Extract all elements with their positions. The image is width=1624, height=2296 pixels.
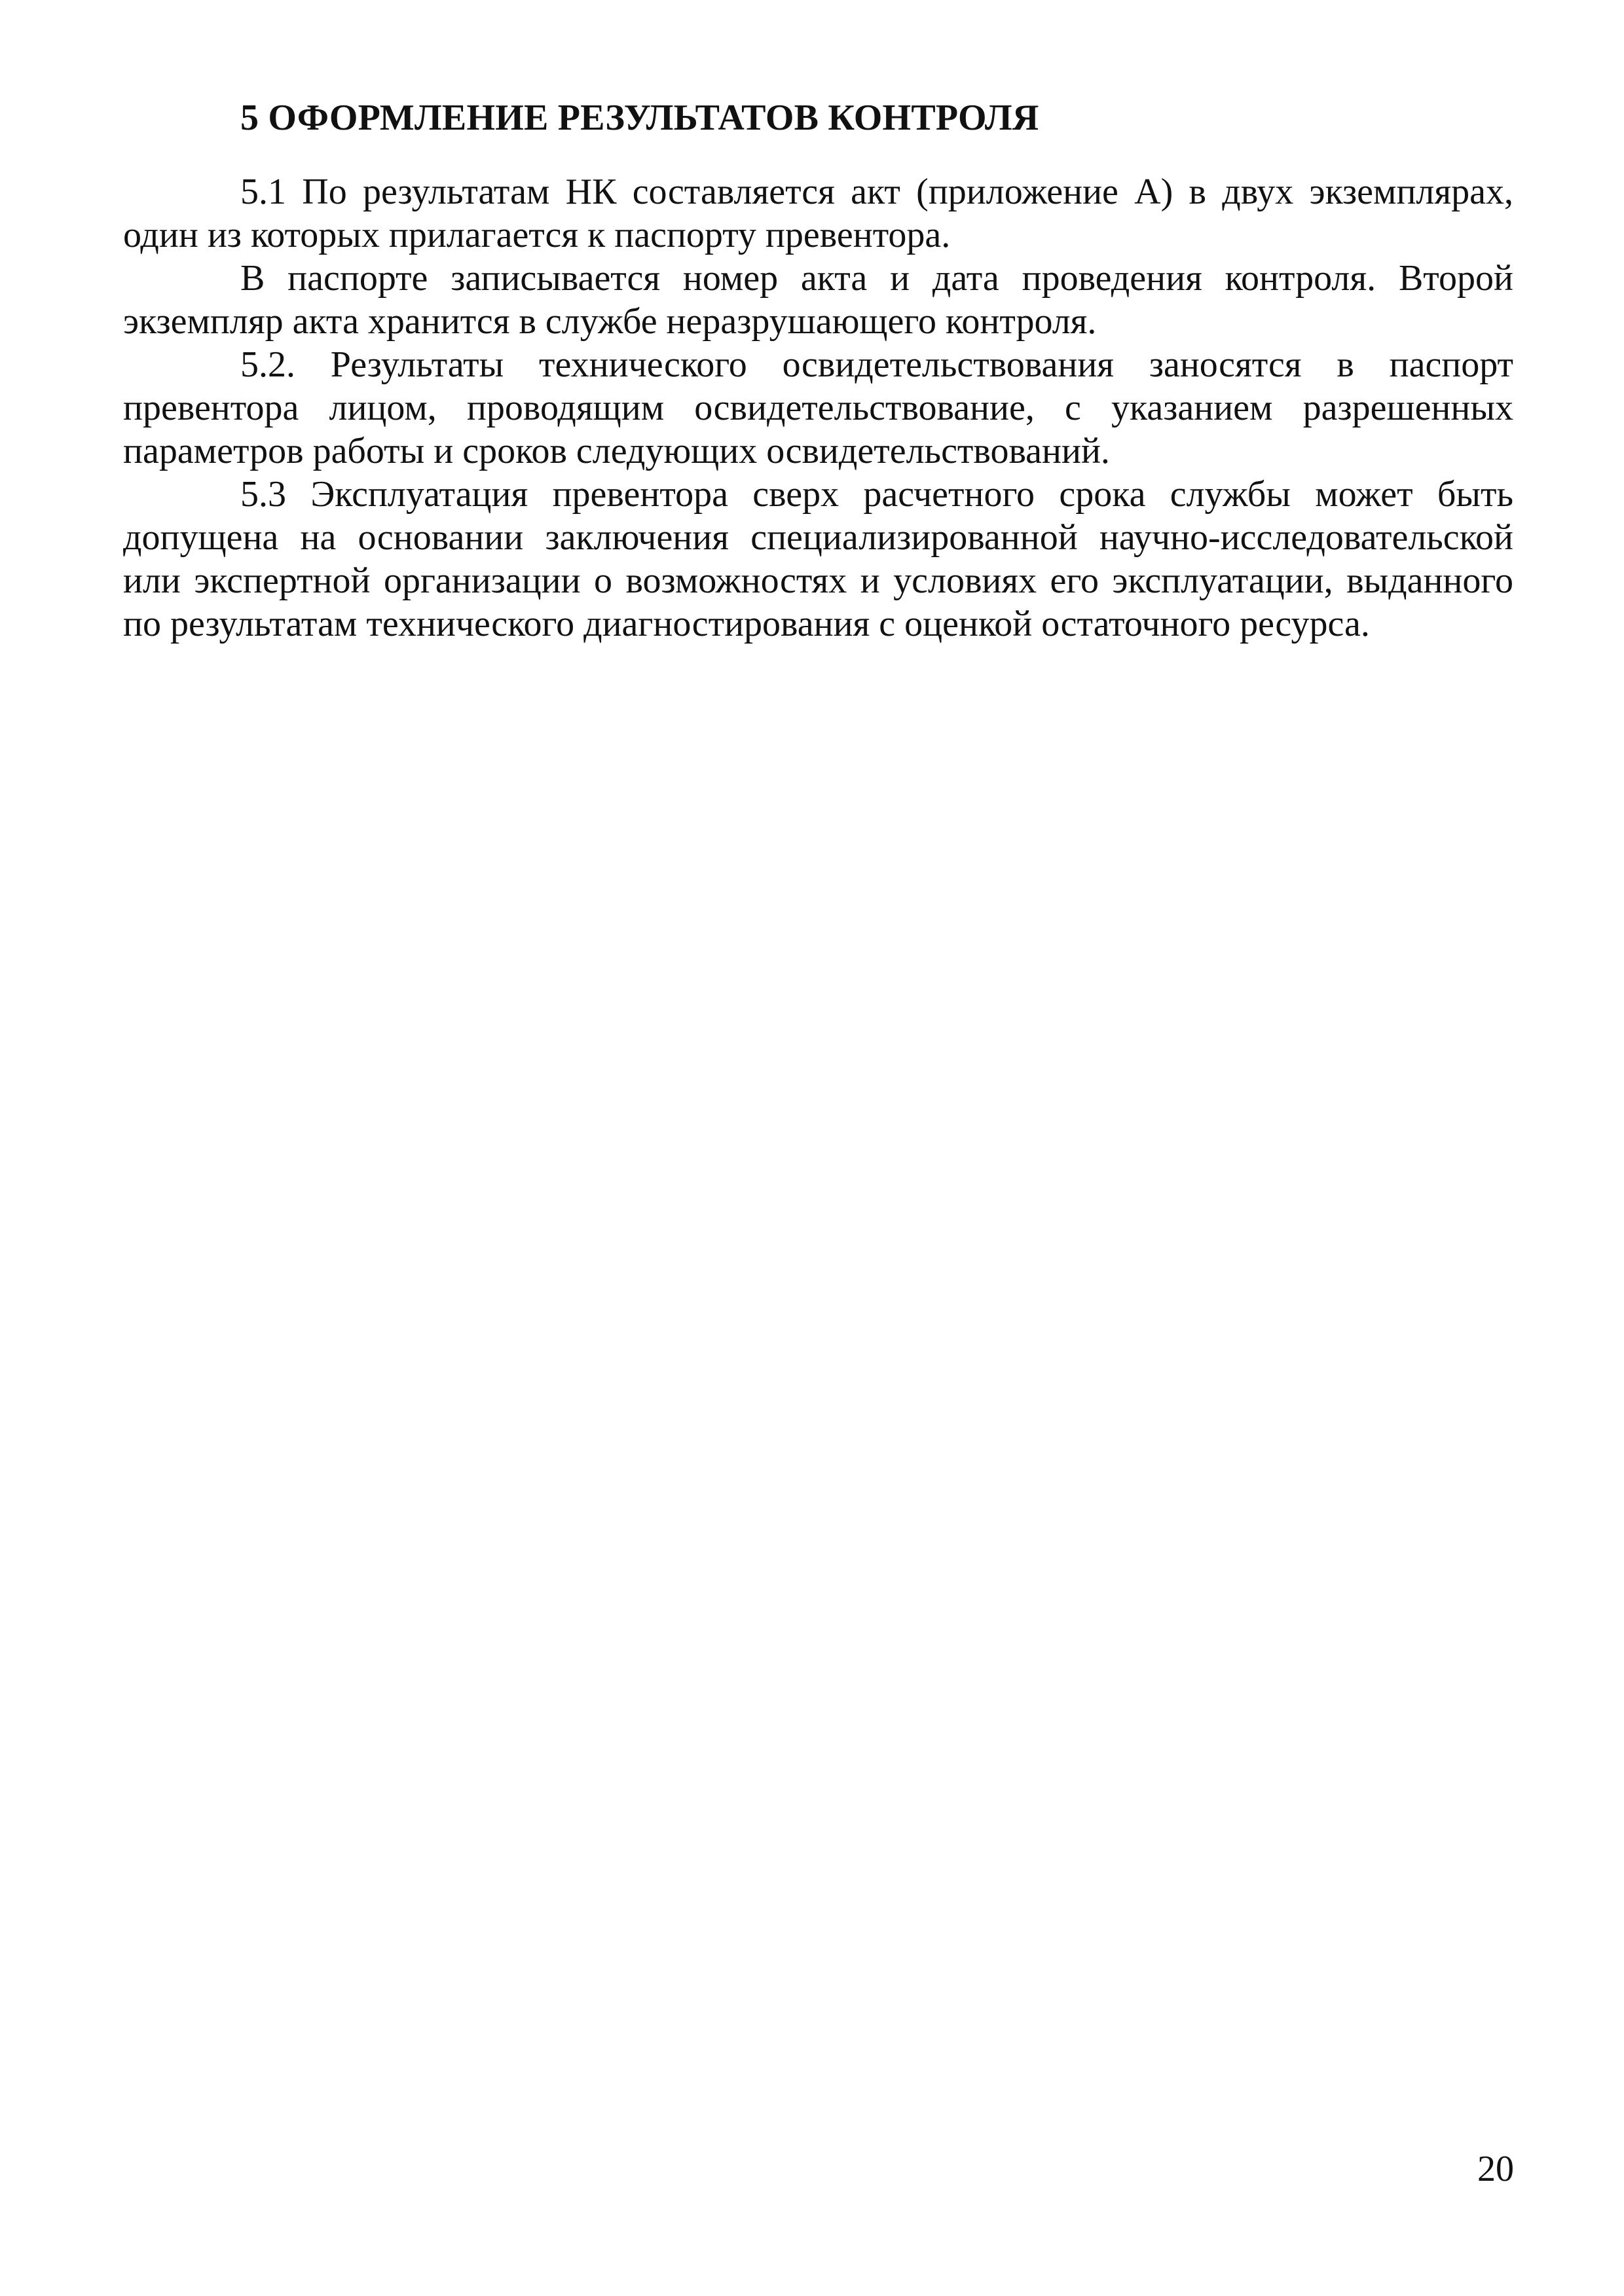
- paragraph-5-1: 5.1 По результатам НК составляется акт (приложение А) в двух экземплярах, один из которых прилагается к паспорту превентора.: [123, 171, 1513, 255]
- paragraph-5-2: 5.2. Результаты технического освидетельствования заносятся в паспорт превентора лицом, проводящим освидетельствование, с указанием разрешенных параметров работы и сроков следующих освидетельствований.: [123, 344, 1513, 471]
- section-heading: 5 ОФОРМЛЕНИЕ РЕЗУЛЬТАТОВ КОНТРОЛЯ: [240, 98, 1039, 138]
- paragraph-passport-note: В паспорте записывается номер акта и дата проведения контроля. Второй экземпляр акта хранится в службе неразрушающего контроля.: [123, 257, 1513, 342]
- paragraph-5-3: 5.3 Эксплуатация превентора сверх расчетного срока службы может быть допущена на основании заключения специализированной научно-исследовательской или экспертной организации о возможностях и условиях его эксплуатации, выданного по результатам технического диагностирования с оценкой остаточного ресурса.: [123, 473, 1513, 644]
- document-body: [123, 98, 1513, 646]
- page-number: 20: [1477, 2149, 1514, 2189]
